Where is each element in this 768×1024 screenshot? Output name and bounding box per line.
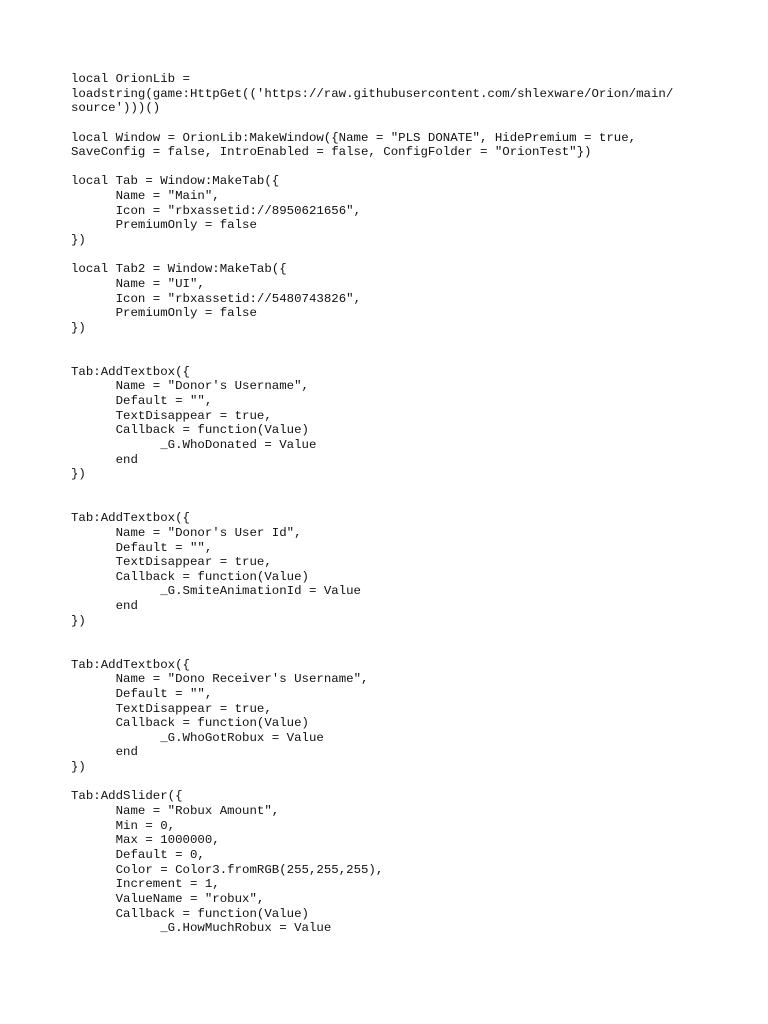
code-line: Min = 0,	[71, 818, 176, 833]
code-line: Tab:AddSlider({	[71, 789, 183, 804]
code-line: Callback = function(Value)	[71, 906, 309, 921]
code-block	[71, 72, 711, 936]
code-line: Name = "Donor's Username",	[71, 379, 309, 394]
code-line: Name = "Dono Receiver's Username",	[71, 672, 369, 687]
code-line: Name = "UI",	[71, 276, 205, 291]
code-line	[71, 160, 711, 175]
code-line: Tab:AddTextbox({	[71, 657, 190, 672]
code-line: Default = "",	[71, 394, 213, 409]
code-line: PremiumOnly = false	[71, 218, 257, 233]
code-line: })	[71, 320, 86, 335]
code-line: end	[71, 452, 138, 467]
code-line: Increment = 1,	[71, 877, 220, 892]
code-line	[71, 116, 711, 131]
code-line: local OrionLib =	[71, 72, 190, 86]
code-line: Callback = function(Value)	[71, 569, 309, 584]
code-line: source')))()	[71, 101, 161, 116]
code-line: Name = "Main",	[71, 189, 220, 204]
code-line: Callback = function(Value)	[71, 423, 309, 438]
code-line: TextDisappear = true,	[71, 555, 272, 570]
code-line	[71, 643, 711, 658]
code-line	[71, 628, 711, 643]
code-line: local Tab2 = Window:MakeTab({	[71, 262, 287, 277]
code-line: TextDisappear = true,	[71, 408, 272, 423]
code-line	[71, 350, 711, 365]
code-line: })	[71, 467, 86, 482]
code-line: _G.WhoDonated = Value	[71, 438, 317, 453]
code-line	[71, 497, 711, 512]
code-line: _G.SmiteAnimationId = Value	[71, 584, 361, 599]
code-line: PremiumOnly = false	[71, 306, 257, 321]
code-line: Max = 1000000,	[71, 833, 220, 848]
code-line: Icon = "rbxassetid://8950621656",	[71, 203, 361, 218]
code-line	[71, 336, 711, 351]
code-line: Callback = function(Value)	[71, 716, 309, 731]
code-line: local Tab = Window:MakeTab({	[71, 174, 280, 189]
code-line: })	[71, 613, 86, 628]
code-line: loadstring(game:HttpGet(('https://raw.githubusercontent.com/shlexware/Orion/main/	[71, 86, 674, 101]
code-line: _G.HowMuchRobux = Value	[71, 921, 332, 936]
code-line: Default = "",	[71, 686, 213, 701]
code-line: })	[71, 233, 86, 248]
code-line: end	[71, 745, 138, 760]
code-line: Icon = "rbxassetid://5480743826",	[71, 291, 361, 306]
code-line: end	[71, 599, 138, 614]
code-line	[71, 775, 711, 790]
code-line: ValueName = "robux",	[71, 891, 265, 906]
code-line: SaveConfig = false, IntroEnabled = false, ConfigFolder = "OrionTest"})	[71, 145, 592, 160]
code-line: local Window = OrionLib:MakeWindow({Name = "PLS DONATE", HidePremium = true,	[71, 130, 637, 145]
code-line: Tab:AddTextbox({	[71, 364, 190, 379]
code-line: TextDisappear = true,	[71, 701, 272, 716]
code-line: _G.WhoGotRobux = Value	[71, 730, 324, 745]
code-line: Name = "Donor's User Id",	[71, 525, 302, 540]
code-line: Color = Color3.fromRGB(255,255,255),	[71, 862, 384, 877]
code-line: Default = 0,	[71, 847, 205, 862]
code-line: })	[71, 760, 86, 775]
code-line: Default = "",	[71, 540, 213, 555]
code-line: Tab:AddTextbox({	[71, 511, 190, 526]
code-line	[71, 482, 711, 497]
code-line: Name = "Robux Amount",	[71, 804, 280, 819]
code-line	[71, 248, 711, 263]
